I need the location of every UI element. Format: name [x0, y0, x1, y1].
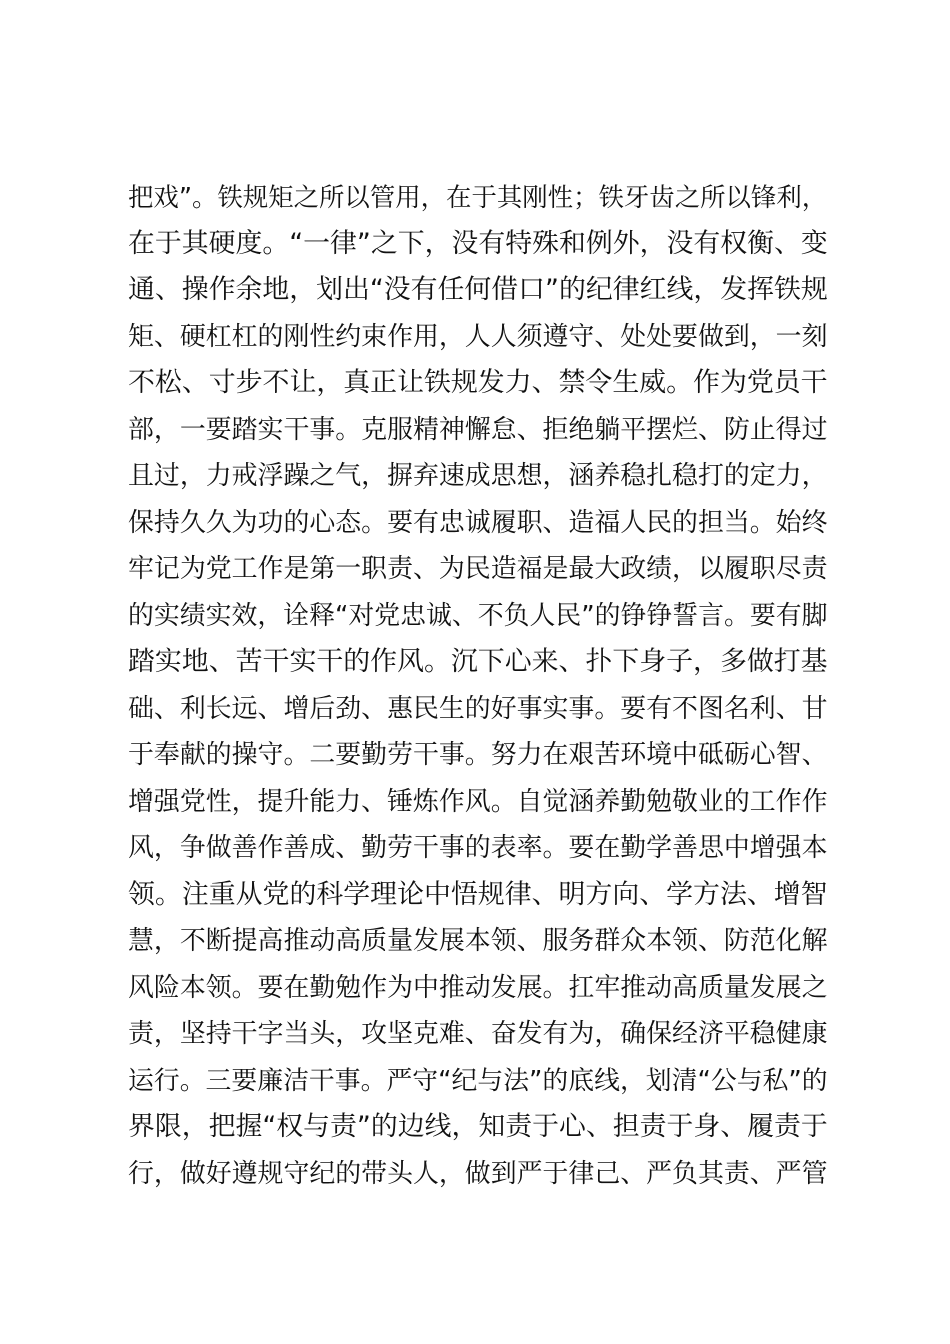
- text-line: 在于其硬度。“一律”之下，没有特殊和例外，没有权衡、变: [128, 227, 828, 259]
- text-line: 行，做好遵规守纪的带头人，做到严于律己、严负其责、严管: [128, 1158, 828, 1189]
- text-line: 矩、硬杠杠的刚性约束作用，人人须遵守、处处要做到，一刻: [128, 321, 828, 352]
- text-line: 牢记为党工作是第一职责、为民造福是最大政绩，以履职尽责: [128, 554, 828, 584]
- text-line: 的实绩实效，诠释“对党忠诚、不负人民”的铮铮誓言。要有脚: [128, 600, 828, 631]
- text-line: 保持久久为功的心态。要有忠诚履职、造福人民的担当。始终: [128, 507, 828, 538]
- text-line: 踏实地、苦干实干的作风。沉下心来、扑下身子，多做打基: [128, 646, 828, 677]
- text-line: 界限，把握“权与责”的边线，知责于心、担责于身、履责于: [128, 1111, 828, 1142]
- text-line: 风，争做善作善成、勤劳干事的表率。要在勤学善思中增强本: [128, 833, 828, 863]
- text-line: 风险本领。要在勤勉作为中推动发展。扛牢推动高质量发展之: [128, 972, 828, 1003]
- text-line: 且过，力戒浮躁之气，摒弃速成思想，涵养稳扎稳打的定力，: [128, 461, 828, 491]
- text-line: 运行。三要廉洁干事。严守“纪与法”的底线，划清“公与私”的: [128, 1065, 828, 1096]
- text-line: 增强党性，提升能力、锤炼作风。自觉涵养勤勉敬业的工作作: [128, 786, 828, 817]
- text-line: 于奉献的操守。二要勤劳干事。努力在艰苦环境中砥砺心智、: [128, 740, 828, 770]
- text-line: 部，一要踏实干事。克服精神懈怠、拒绝躺平摆烂、防止得过: [128, 414, 828, 445]
- text-line: 责，坚持干字当头，攻坚克难、奋发有为，确保经济平稳健康: [128, 1019, 828, 1049]
- text-line: 础、利长远、增后劲、惠民生的好事实事。要有不图名利、甘: [128, 693, 828, 724]
- text-line: 领。注重从党的科学理论中悟规律、明方向、学方法、增智: [128, 878, 828, 910]
- text-line: 把戏”。铁规矩之所以管用，在于其刚性；铁牙齿之所以锋利，: [128, 182, 828, 212]
- text-line: 通、操作余地，划出“没有任何借口”的纪律红线，发挥铁规: [128, 274, 828, 305]
- text-line: 不松、寸步不让，真正让铁规发力、禁令生威。作为党员干: [128, 367, 828, 398]
- body-paragraph: [128, 174, 828, 1197]
- text-line: 慧，不断提高推动高质量发展本领、服务群众本领、防范化解: [128, 926, 828, 956]
